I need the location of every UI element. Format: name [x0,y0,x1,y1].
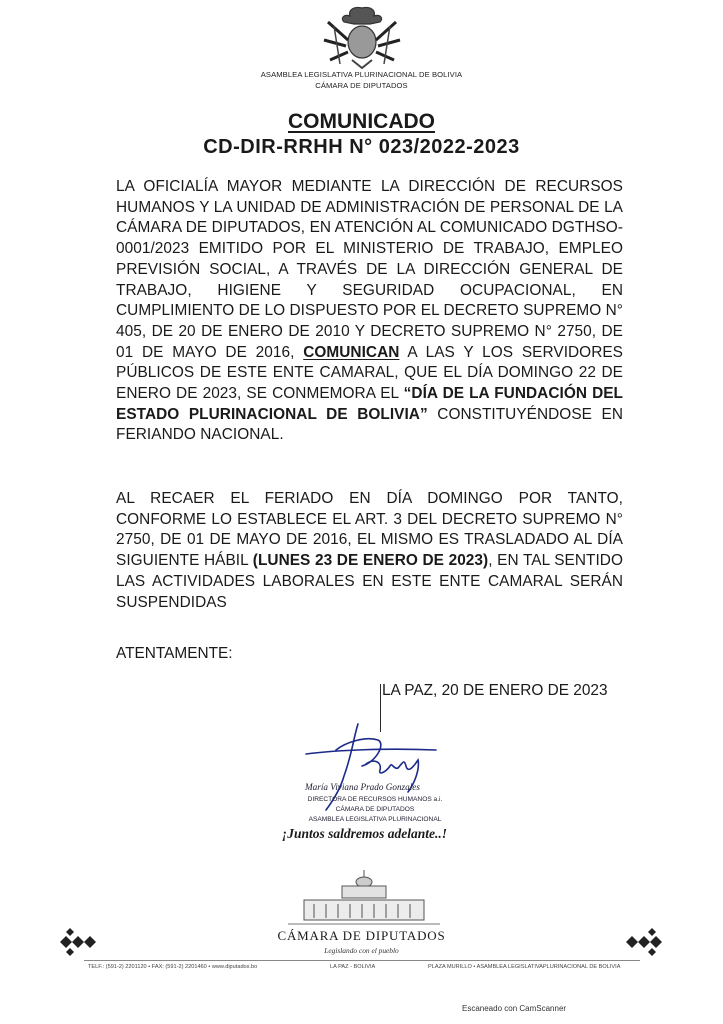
body-paragraph-1 [116,177,623,446]
footer-address: PLAZA MURILLO • ASAMBLEA LEGISLATIVAPLURINACIONAL DE BOLIVIA [428,964,621,970]
footer-divider [84,960,640,961]
para1-emphasis-comunican: COMUNICAN [303,343,400,361]
footer-slogan: Legislando con el pueblo [324,946,399,955]
body-paragraph-2 [116,489,623,613]
decorative-pattern-icon [624,928,664,958]
para2-text-a: AL RECAER EL FERIADO EN DÍA DOMINGO POR TANTO, CONFORME LO ESTABLECE EL ART. 3 DEL DECRETO SUPREMO N° 2750, DE 01 DE MAYO DE 2016, EL MISMO ES TRASLADADO AL DÍA SIGUIENTE HÁBIL [116,490,623,570]
signatory-chamber: CÁMARA DE DIPUTADOS [335,806,415,813]
legislative-palace-icon [284,866,444,928]
place-and-date: LA PAZ, 20 DE ENERO DE 2023 [382,682,608,699]
bolivia-coat-of-arms-icon [314,4,410,70]
signatory-role: DIRECTORA DE RECURSOS HUMANOS a.i. [307,796,443,803]
para2-text-c: , EN TAL SENTIDO LAS ACTIVIDADES LABORALES EN ESTE ENTE CAMARAL SERÁN SUSPENDIDAS [116,552,623,611]
signatory-assembly: ASAMBLEA LEGISLATIVA PLURINACIONAL [308,816,442,823]
signatory-name: María Viviana Prado Gonzales [305,782,420,792]
para1-text-a: LA OFICIALÍA MAYOR MEDIANTE LA DIRECCIÓN DE RECURSOS HUMANOS Y LA UNIDAD DE ADMINISTRACIÓN DE PERSONAL DE LA CÁMARA DE DIPUTADOS, EN ATENCIÓN AL COMUNICADO DGTHSO-0001/2023 EMITIDO POR EL MINISTERIO DE TRABAJO, EMPLEO PREVISIÓN SOCIAL, A TRAVÉS DE LA DIRECCIÓN GENERAL DE TRABAJO, HIGIENE Y SEGURIDAD OCUPACIONAL, EN CUMPLIMIENTO DE LO DISPUESTO POR EL DECRETO SUPREMO N° 405, DE 20 DE ENERO DE 2010 Y DECRETO SUPREMO N° 2750, DE 01 DE MAYO DE 2016, [116,178,623,361]
document-title: COMUNICADO [288,110,435,133]
decorative-pattern-icon [58,928,98,958]
footer-contact: TELF.: (591-2) 2201120 • FAX: (591-2) 2201460 • www.diputados.bo [88,964,258,970]
footer-chamber-name: CÁMARA DE DIPUTADOS [277,928,446,943]
closing-salutation: ATENTAMENTE: [116,645,233,662]
chamber-name: CÁMARA DE DIPUTADOS [315,81,408,90]
footer-city: LA PAZ - BOLIVIA [330,964,376,970]
para2-emphasis-date: (LUNES 23 DE ENERO DE 2023) [252,552,489,570]
motto: ¡Juntos saldremos adelante..! [282,826,448,841]
para1-text-c: A LAS Y LOS SERVIDORES PÚBLICOS DE ESTE ENTE CAMARAL, QUE EL DÍA DOMINGO 22 DE ENERO DE 2023, SE CONMEMORA EL [116,343,623,403]
para1-text-e: CONSTITUYÉNDOSE EN FERIANDO NACIONAL. [116,405,624,444]
institution-name: ASAMBLEA LEGISLATIVA PLURINACIONAL DE BOLIVIA [260,70,463,79]
scanner-watermark: Escaneado con CamScanner [462,1004,567,1013]
document-number: CD-DIR-RRHH N° 023/2022-2023 [203,136,520,158]
para1-emphasis-holiday: “DÍA DE LA FUNDACIÓN DEL ESTADO PLURINACIONAL DE BOLIVIA” [116,385,624,423]
